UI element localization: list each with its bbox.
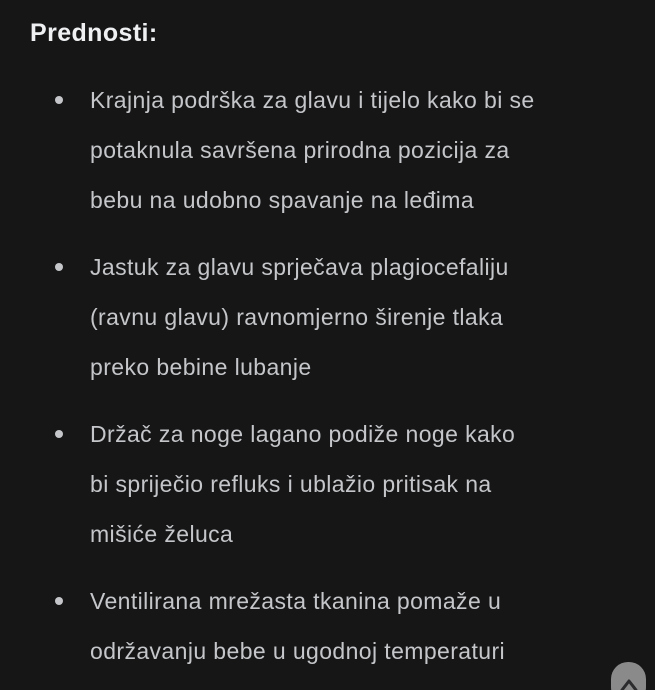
list-item-line: bebu na udobno spavanje na leđima — [90, 187, 475, 213]
benefits-heading: Prednosti: — [30, 19, 158, 47]
list-item-line: Krajnja podrška za glavu i tijelo kako bi se — [90, 87, 535, 113]
list-item-line: (ravnu glavu) ravnomjerno širenje tlaka — [90, 304, 504, 330]
chevron-up-icon — [619, 678, 639, 690]
list-item-line: Ventilirana mrežasta tkanina pomaže u — [90, 588, 502, 614]
bullet-icon — [55, 597, 63, 605]
list-item — [0, 409, 655, 559]
list-item-line: Jastuk za glavu sprječava plagiocefaliju — [90, 254, 509, 280]
list-item — [0, 242, 655, 392]
list-item-line: bi spriječio refluks i ublažio pritisak na — [90, 471, 492, 497]
benefits-list — [0, 75, 655, 676]
bullet-icon — [55, 96, 63, 104]
scroll-to-top-button[interactable] — [611, 662, 646, 690]
list-item-line: potaknula savršena prirodna pozicija za — [90, 137, 510, 163]
bullet-icon — [55, 430, 63, 438]
list-item — [0, 75, 655, 225]
bullet-icon — [55, 263, 63, 271]
list-item — [0, 576, 655, 676]
list-item-line: preko bebine lubanje — [90, 354, 312, 380]
list-item-line: Držač za noge lagano podiže noge kako — [90, 421, 516, 447]
list-item-line: održavanju bebe u ugodnoj temperaturi — [90, 638, 506, 664]
list-item-line: mišiće želuca — [90, 521, 234, 547]
